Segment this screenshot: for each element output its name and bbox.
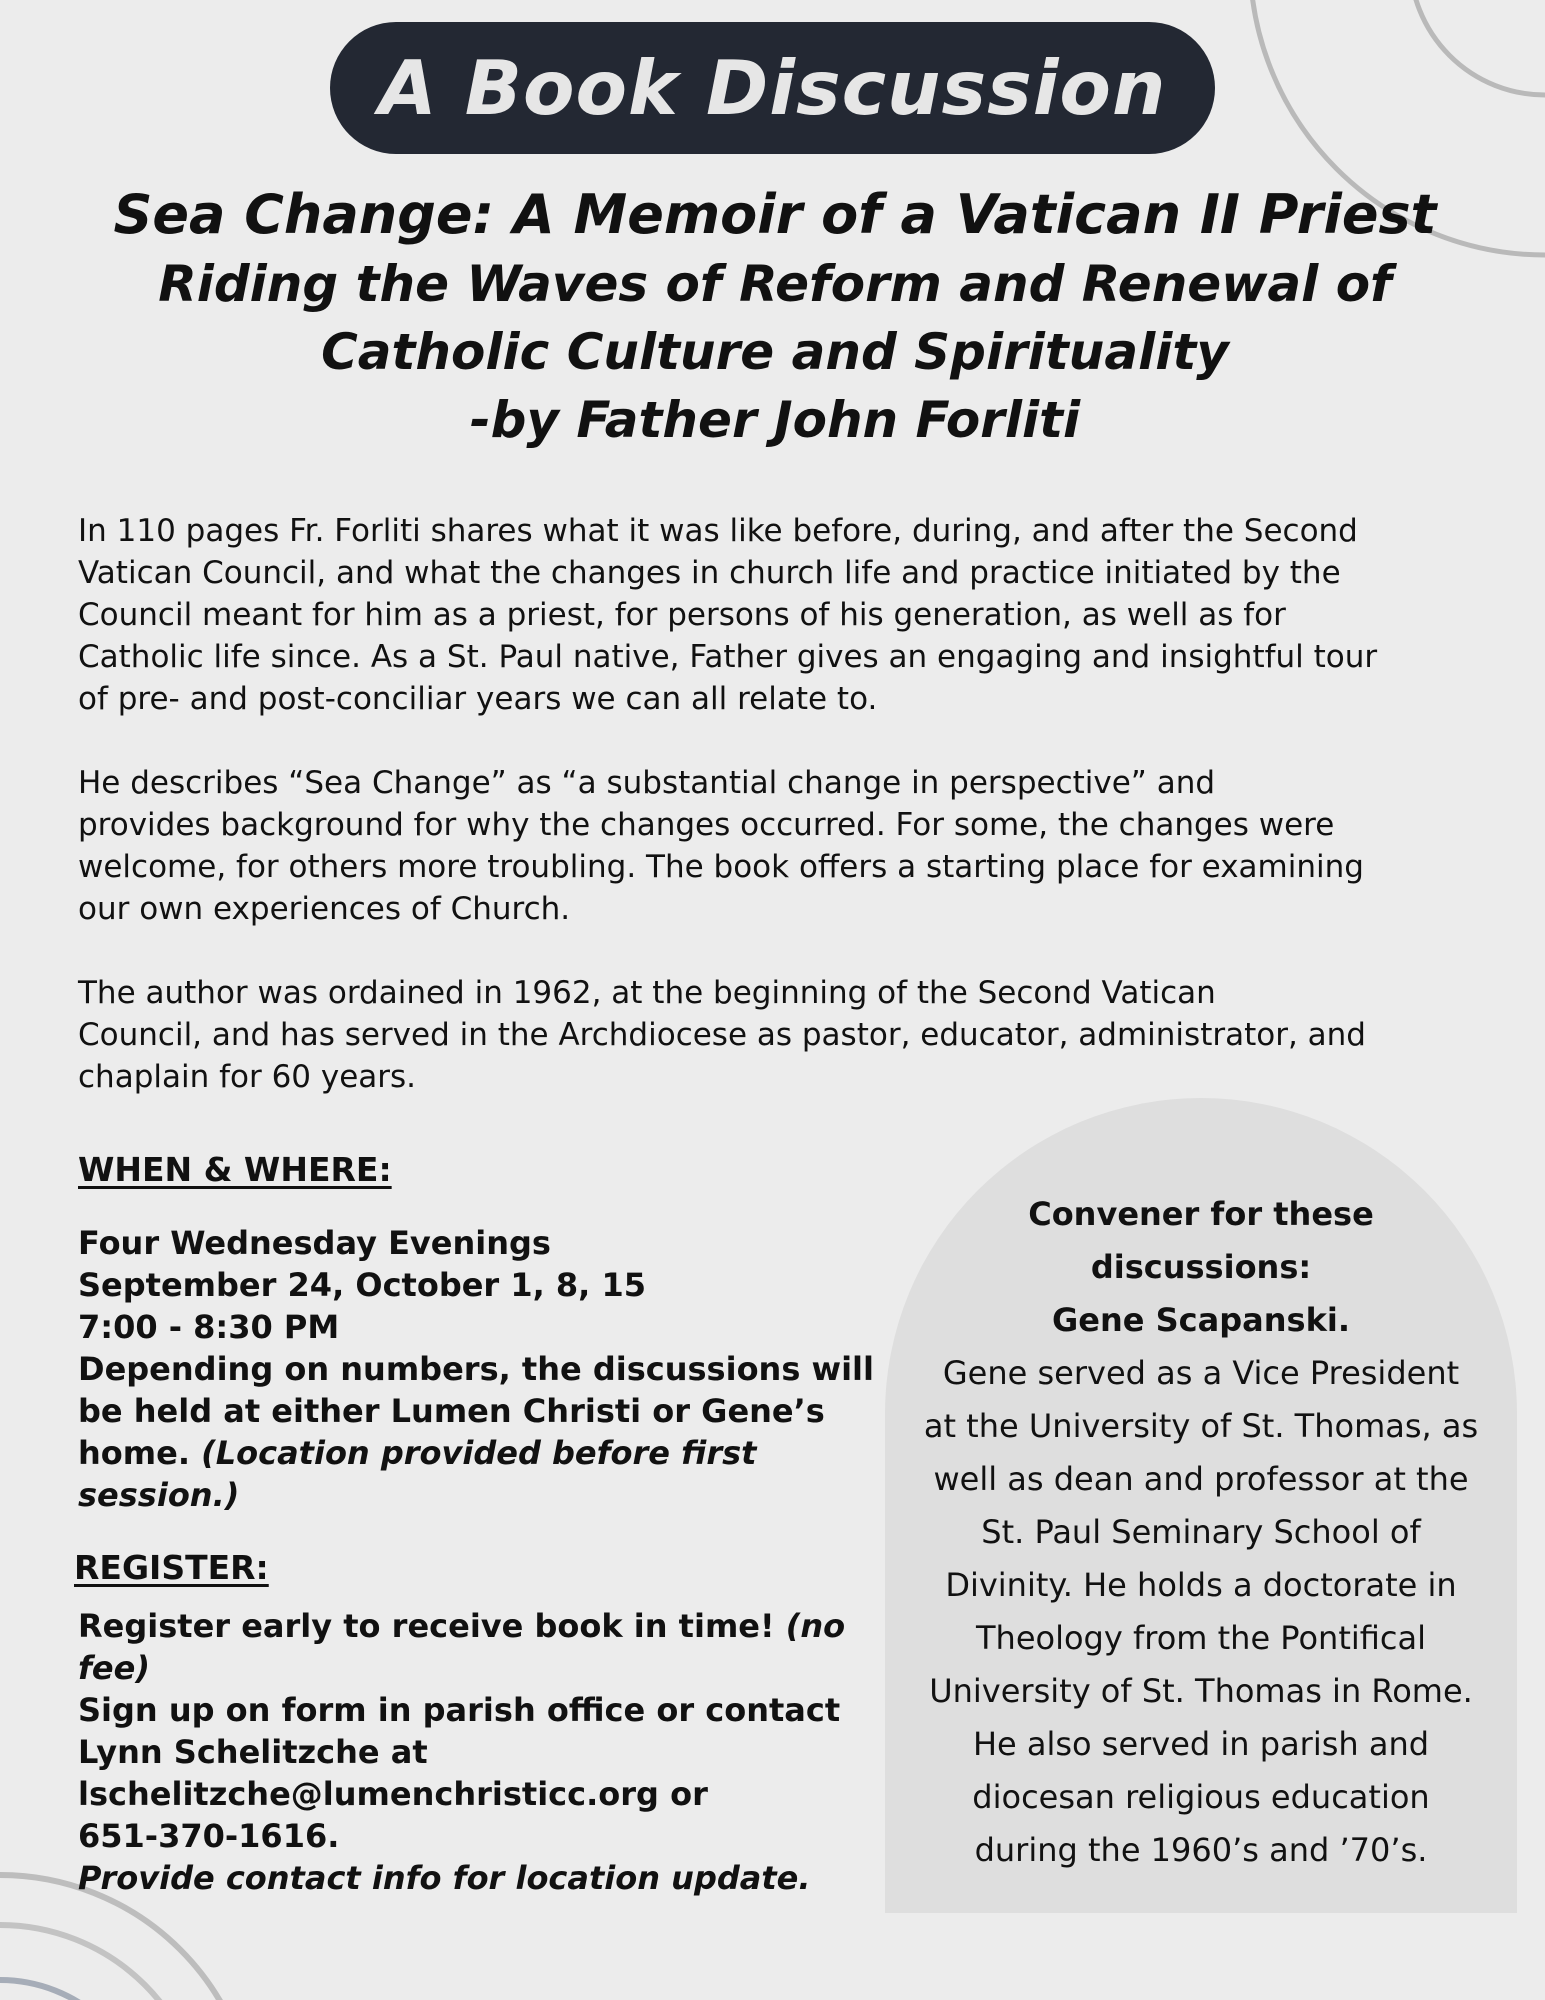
description-paragraph-2 (78, 762, 1478, 930)
register-details (78, 1605, 878, 1899)
text-line: welcome, for others more troubling. The book offers a starting place for examining (78, 849, 1364, 885)
contact-email: lschelitzche@lumenchristicc.org or (78, 1775, 708, 1813)
description-paragraph-3 (78, 972, 1478, 1098)
location-note: session.) (78, 1476, 240, 1514)
text-line: Council meant for him as a priest, for persons of his generation, as well as for (78, 597, 1286, 633)
register-text: Register early to receive book in time! (78, 1607, 786, 1645)
convener-bio-line: well as dean and professor at the (933, 1460, 1469, 1498)
schedule-line: Four Wednesday Evenings (78, 1224, 551, 1262)
text-line: our own experiences of Church. (78, 891, 571, 927)
text-line: provides background for why the changes occurred. For some, the changes were (78, 807, 1335, 843)
book-subtitle-line1: Riding the Waves of Reform and Renewal of (158, 255, 1392, 313)
fee-note: (no fee) (78, 1607, 846, 1687)
banner-title: A Book Discussion (378, 44, 1167, 132)
convener-bio-line: Divinity. He holds a doctorate in (945, 1566, 1457, 1604)
text-line: In 110 pages Fr. Forliti shares what it was like before, during, and after the Second (78, 513, 1358, 549)
contact-phone: 651-370-1616. (78, 1817, 340, 1855)
convener-bio-line: during the 1960’s and ’70’s. (974, 1831, 1428, 1869)
description-paragraph-1 (78, 510, 1478, 720)
text-line: He describes “Sea Change” as “a substantial change in perspective” and (78, 765, 1216, 801)
when-where-details (78, 1222, 878, 1516)
convener-bio-line: Theology from the Pontifical (975, 1619, 1426, 1657)
convener-heading: Convener for these (1028, 1195, 1374, 1233)
location-note: (Location provided before first (201, 1434, 757, 1472)
book-title: Sea Change: A Memoir of a Vatican II Priest (113, 183, 1437, 246)
text-line: The author was ordained in 1962, at the beginning of the Second Vatican (78, 975, 1216, 1011)
title-banner (330, 22, 1215, 154)
convener-heading: discussions: (1090, 1248, 1312, 1286)
register-heading: REGISTER: (74, 1548, 269, 1587)
convener-info (895, 1188, 1507, 1877)
register-line (78, 1605, 878, 1689)
text-line: Vatican Council, and what the changes in church life and practice initiated by the (78, 555, 1341, 591)
when-where-heading: WHEN & WHERE: (78, 1150, 392, 1189)
convener-bio-line: University of St. Thomas in Rome. (929, 1672, 1473, 1710)
book-author: -by Father John Forliti (469, 391, 1081, 449)
convener-name: Gene Scapanski. (1052, 1301, 1350, 1339)
text-line: of pre- and post-conciliar years we can all relate to. (78, 681, 878, 717)
register-note: Provide contact info for location update. (78, 1859, 811, 1897)
text-line: Council, and has served in the Archdiocese as pastor, educator, administrator, and (78, 1017, 1366, 1053)
convener-bio-line: at the University of St. Thomas, as (923, 1407, 1479, 1445)
book-title-block (60, 180, 1490, 454)
convener-bio-line: diocesan religious education (972, 1778, 1430, 1816)
text-line: Catholic life since. As a St. Paul native, Father gives an engaging and insightful tour (78, 639, 1378, 675)
location-line (78, 1432, 878, 1474)
convener-bio-line: Gene served as a Vice President (942, 1354, 1460, 1392)
location-line: Depending on numbers, the discussions will (78, 1350, 874, 1388)
time-line: 7:00 - 8:30 PM (78, 1308, 340, 1346)
book-subtitle-line2: Catholic Culture and Spirituality (321, 323, 1229, 381)
register-line: Sign up on form in parish office or contact (78, 1691, 841, 1729)
convener-bio-line: St. Paul Seminary School of (981, 1513, 1421, 1551)
text-line: chaplain for 60 years. (78, 1059, 417, 1095)
location-line: be held at either Lumen Christi or Gene’s (78, 1392, 825, 1430)
convener-bio-line: He also served in parish and (972, 1725, 1430, 1763)
contact-name: Lynn Schelitzche at (78, 1733, 428, 1771)
dates-line: September 24, October 1, 8, 15 (78, 1266, 646, 1304)
location-text: home. (78, 1434, 202, 1472)
